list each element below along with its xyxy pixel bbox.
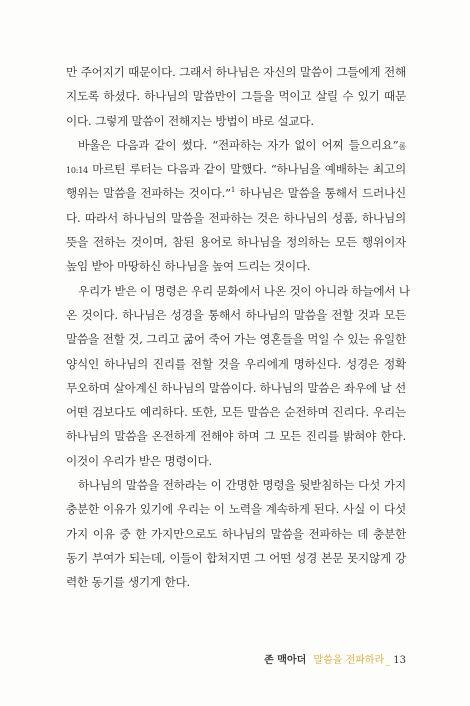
text-line: 다. 따라서 하나님의 말씀을 전파하는 것은 하나님의 성품, 하나님의: [66, 210, 406, 225]
text-line: 뜻을 전하는 것이며, 참된 용어로 하나님을 정의하는 모든 행위이자: [66, 235, 406, 250]
text-line: 어떤 검보다도 예리하다. 또한, 모든 말씀은 순전하며 진리다. 우리는: [66, 405, 406, 420]
text-line: 이다. 그렇게 말씀이 전해지는 방법이 바로 설교다.: [66, 113, 314, 128]
text-line-with-reference: [66, 157, 406, 181]
footer-separator: _: [385, 655, 391, 666]
text-segment: 바울은 다음과 같이 썼다. “전파하는 자가 없이 어찌 들으리요”: [78, 137, 399, 152]
text-line: 양식인 하나님의 진리를 전할 것을 우리에게 명하신다. 성경은 정확: [66, 356, 406, 371]
text-line: 충분한 이유가 있기에 우리는 이 노력을 계속하게 된다. 사실 이 다섯: [66, 502, 406, 517]
scripture-reference-book: 롬: [398, 141, 406, 151]
text-line: 동기 부여가 되는데, 이들이 합쳐지면 그 어떤 성경 본문 못지않게 강: [66, 550, 406, 565]
text-line: 지도록 하셨다. 하나님의 말씀만이 그들을 먹이고 살릴 수 있기 때문: [66, 89, 406, 104]
page-number: 13: [393, 655, 406, 666]
text-segment: 마르틴 루터는 다음과 같이 말했다. “하나님을 예배하는 최고의: [92, 162, 406, 177]
text-line: 우리가 받은 이 명령은 우리 문화에서 나온 것이 아니라 하늘에서 나: [78, 283, 410, 298]
text-line: 이것이 우리가 받은 명령이다.: [66, 453, 212, 468]
text-line: 력한 동기를 생기게 한다.: [66, 575, 190, 590]
text-line: 만 주어지기 때문이다. 그래서 하나님은 자신의 말씀이 그들에게 전해: [66, 65, 406, 79]
text-line: 가지 이유 중 한 가지만으로도 하나님의 말씀을 전파하는 데 충분한: [66, 526, 406, 541]
page-footer: [0, 651, 406, 666]
text-line: 온 것이다. 하나님은 성경을 통해서 하나님의 말씀을 전할 것과 모든: [66, 307, 406, 322]
text-line: 높임 받아 마땅하신 하나님을 높여 드리는 것이다.: [66, 259, 311, 274]
text-segment: 하나님은 말씀을 통해서 드러나신: [235, 186, 407, 201]
footnote-marker: 1: [230, 186, 236, 195]
body-text: [66, 60, 410, 595]
text-line: 말씀을 전할 것, 그리고 굶어 죽어 가는 영혼들을 먹일 수 있는 유일한: [66, 332, 406, 347]
text-line: 하나님의 말씀을 온전하게 전해야 하며 그 모든 진리를 밝혀야 한다.: [66, 429, 406, 444]
scripture-reference-verse: 10:14: [66, 166, 89, 176]
text-line-with-footnote: [66, 181, 406, 205]
text-line: 하나님의 말씀을 전하라는 이 간명한 명령을 뒷받침하는 다섯 가지: [78, 478, 406, 493]
text-line-with-reference: [66, 133, 406, 157]
footer-author: 존 맥아더: [264, 655, 307, 666]
text-segment: 행위는 말씀을 전파하는 것이다.”: [66, 186, 231, 201]
footer-book-title: 말씀을 전파하라: [313, 655, 385, 666]
text-line: 무오하며 살아계신 하나님의 말씀이다. 하나님의 말씀은 좌우에 날 선: [66, 380, 406, 395]
